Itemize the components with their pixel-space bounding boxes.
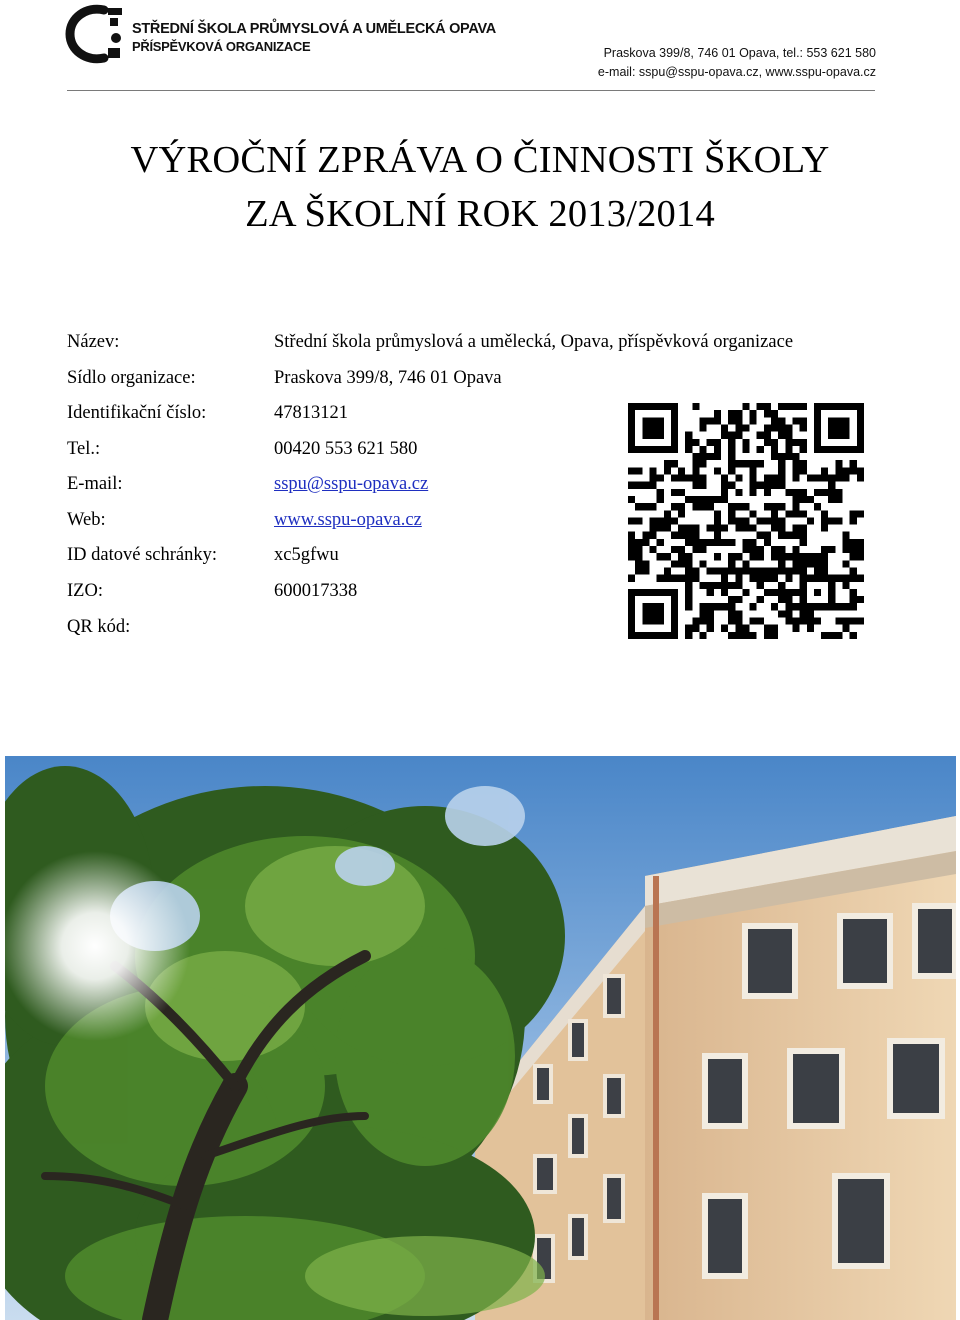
- info-label: Web:: [67, 509, 106, 530]
- info-label: Tel.:: [67, 438, 101, 459]
- info-label: E-mail:: [67, 474, 123, 494]
- info-label: IZO:: [67, 580, 103, 601]
- info-label: ID datové schránky:: [67, 545, 218, 565]
- info-value: Praskova 399/8, 746 01 Opava: [274, 367, 502, 388]
- contact-line-1: Praskova 399/8, 746 01 Opava, tel.: 553 621 580: [603, 46, 876, 60]
- header-contact: [598, 44, 876, 82]
- info-label: Název:: [67, 332, 120, 352]
- info-value: 47813121: [274, 403, 348, 423]
- info-row-name: [67, 327, 907, 363]
- info-value: 00420 553 621 580: [274, 438, 418, 459]
- header-divider: [67, 90, 875, 91]
- school-building-photo: [5, 756, 956, 1320]
- report-title-line-2: ZA ŠKOLNÍ ROK 2013/2014: [245, 193, 715, 235]
- info-row-address: [67, 363, 907, 399]
- web-link[interactable]: www.sspu-opava.cz: [274, 509, 422, 530]
- qr-code-icon: [628, 403, 864, 639]
- report-title-line-1: VÝROČNÍ ZPRÁVA O ČINNOSTI ŠKOLY: [130, 139, 830, 181]
- school-logo-icon: [64, 4, 126, 64]
- info-value: Střední škola průmyslová a umělecká, Opava, příspěvková organizace: [274, 332, 794, 352]
- school-logo-text: [132, 21, 496, 55]
- logo-line-1: STŘEDNÍ ŠKOLA PRŮMYSLOVÁ A UMĚLECKÁ OPAVA: [132, 21, 496, 37]
- page-header: [0, 0, 960, 92]
- info-label: Identifikační číslo:: [67, 403, 207, 423]
- logo-line-2: PŘÍSPĚVKOVÁ ORGANIZACE: [132, 39, 311, 54]
- info-label: Sídlo organizace:: [67, 367, 196, 388]
- email-link[interactable]: sspu@sspu-opava.cz: [274, 474, 429, 494]
- contact-line-2: e-mail: sspu@sspu-opava.cz, www.sspu-opava.cz: [597, 65, 876, 79]
- info-value: xc5gfwu: [274, 545, 339, 565]
- info-value: 600017338: [274, 580, 358, 601]
- qr-label: QR kód:: [67, 617, 131, 637]
